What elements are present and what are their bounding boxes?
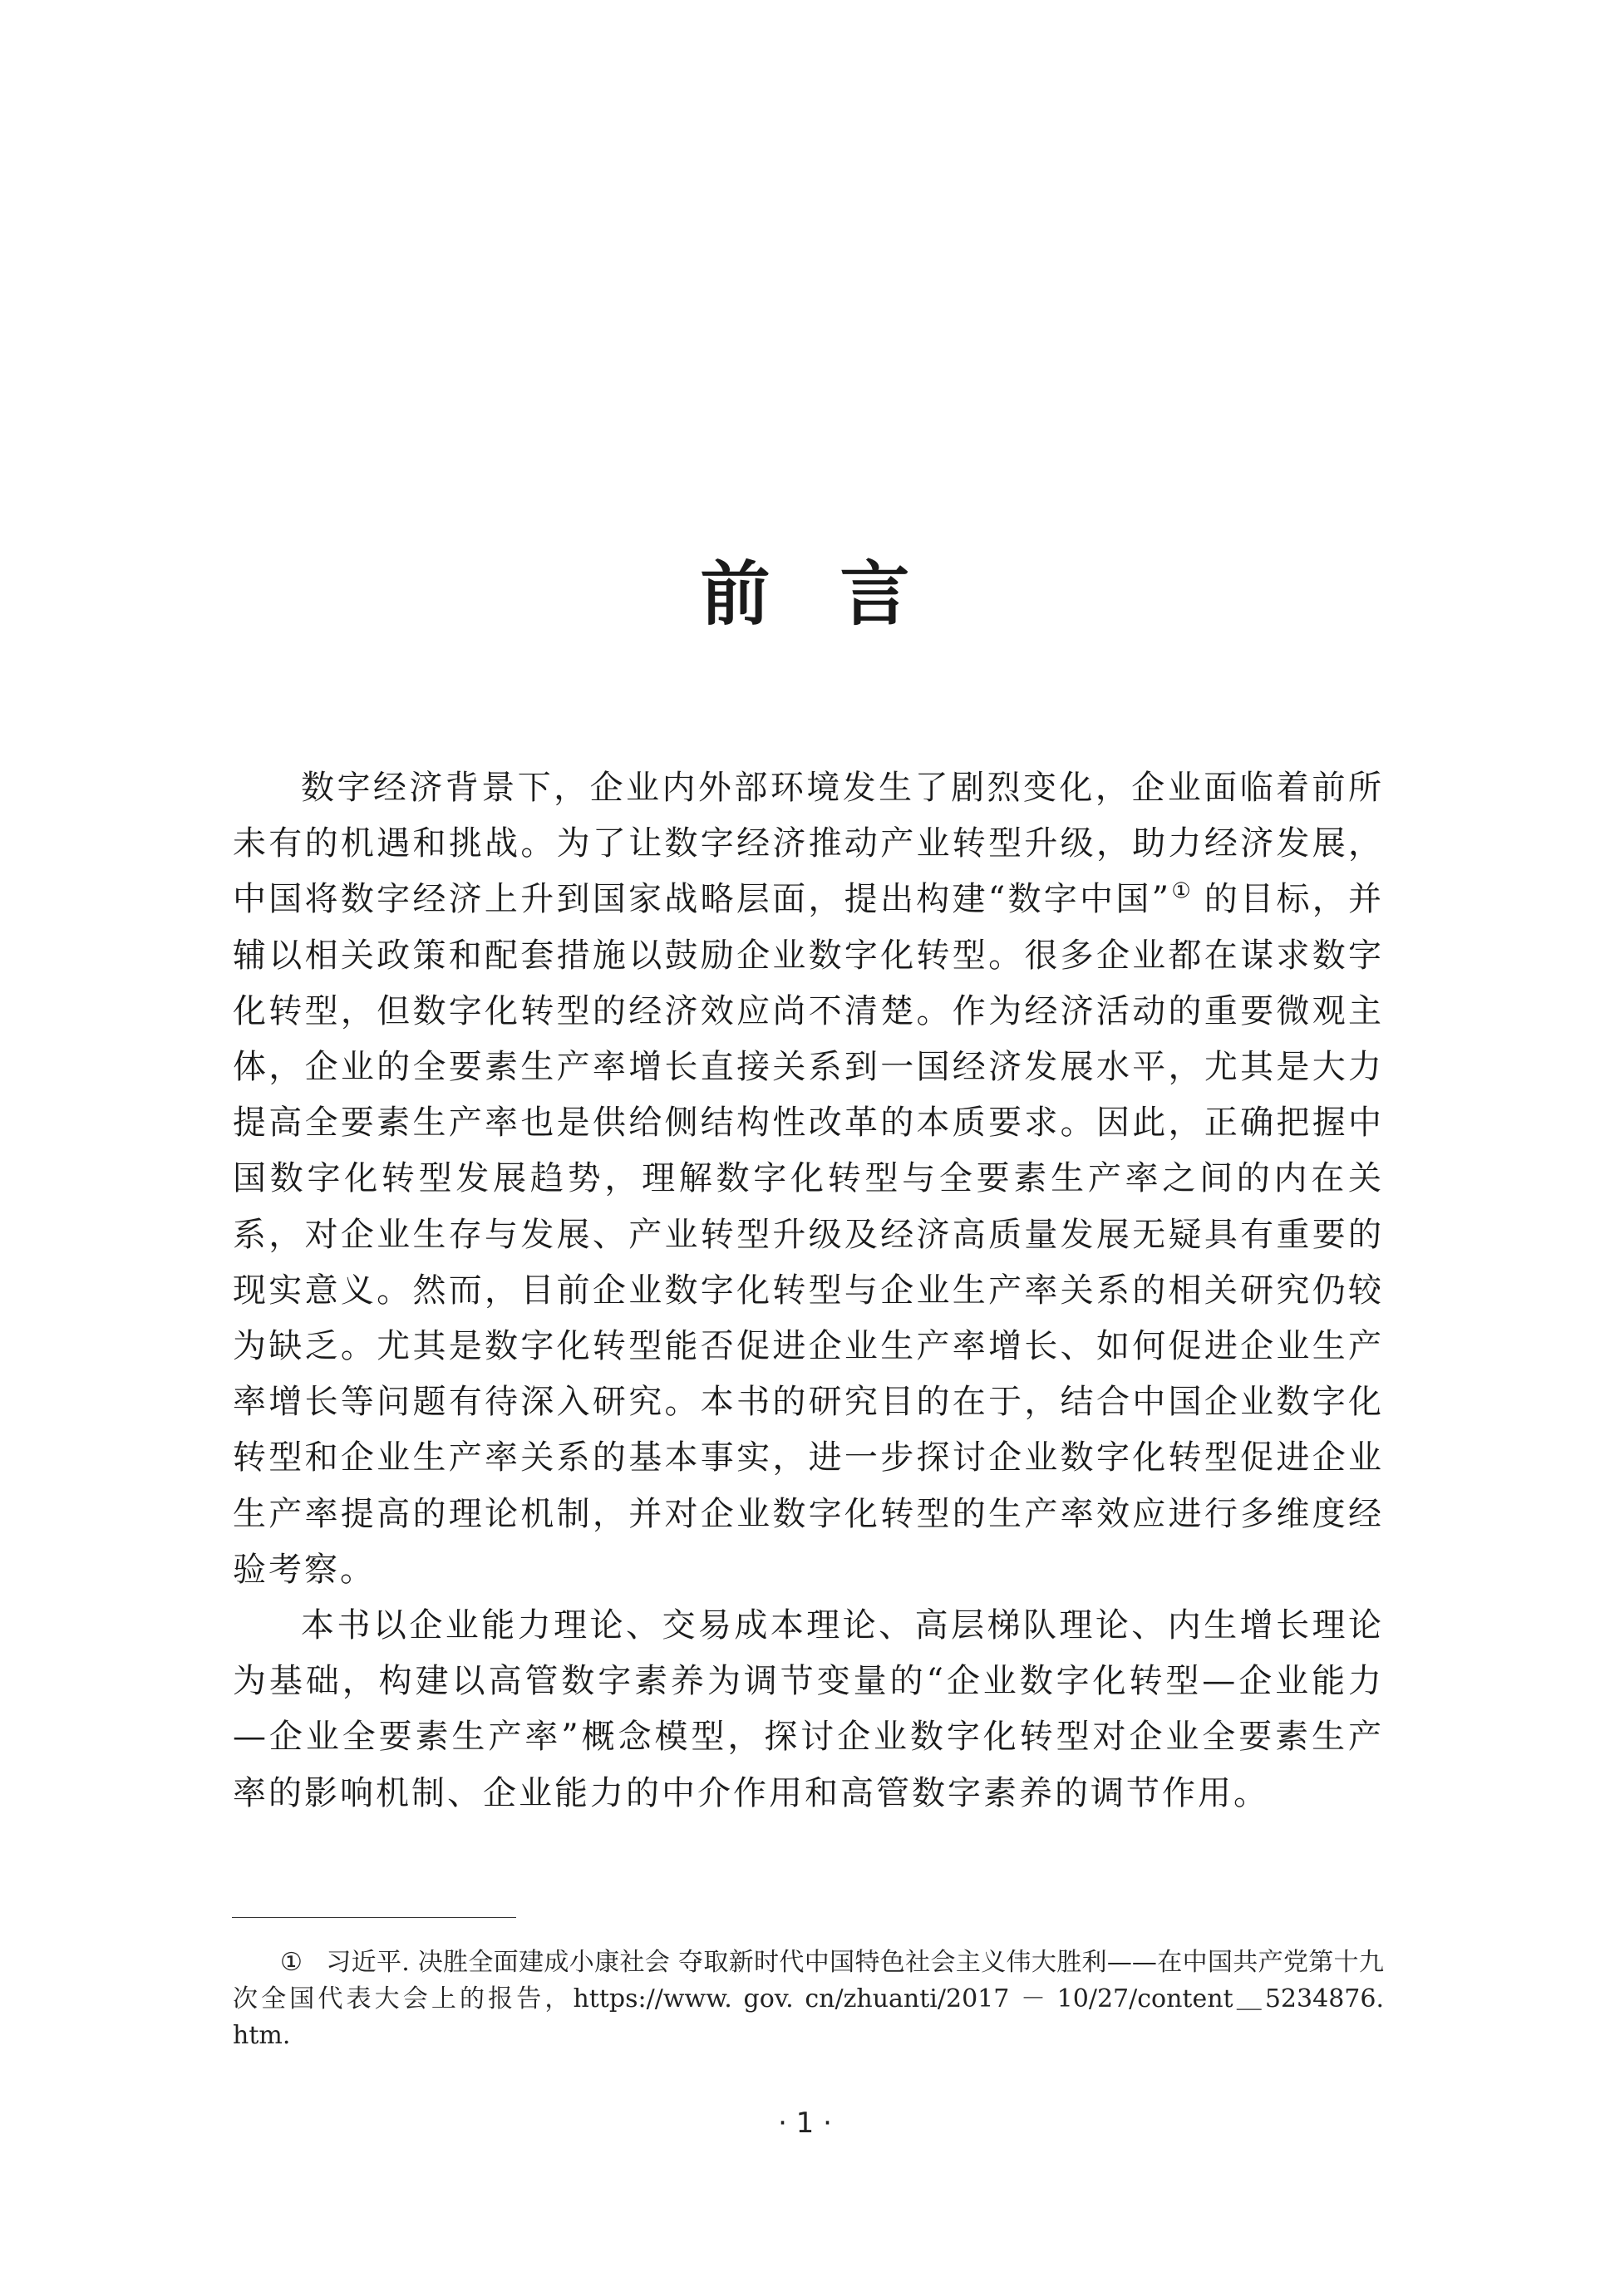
body-text	[233, 760, 1384, 1822]
footnote-mark: ①	[280, 1948, 303, 1977]
page-number: · 1 ·	[778, 2107, 832, 2140]
footnote-divider	[232, 1917, 516, 1918]
footnote	[233, 1944, 1384, 2054]
paragraph-1-text-after-note: 的目标，并辅以相关政策和配套措施以鼓励企业数字化转型。很多企业都在谋求数字化转型，但数字化转型的经济效应尚不清楚。作为经济活动的重要微观主体，企业的全要素生产率增长直接关系到一国经济发展水平，尤其是大力提高全要素生产率也是供给侧结构性改革的本质要求。因此，正确把握中国数字化转型发展趋势，理解数字化转型与全要素生产率之间的内在关系，对企业生存与发展、产业转型升级及经济高质量发展无疑具有重要的现实意义。然而，目前企业数字化转型与企业生产率关系的相关研究仍较为缺乏。尤其是数字化转型能否促进企业生产率增长、如何促进企业生产率增长等问题有待深入研究。本书的研究目的在于，结合中国企业数字化转型和企业生产率关系的基本事实，进一步探讨企业数字化转型促进企业生产率提高的理论机制，并对企业数字化转型的生产率效应进行多维度经验考察。	[233, 880, 1384, 1589]
paragraph-1	[233, 760, 1384, 1598]
paragraph-1-text-before-note: 数字经济背景下，企业内外部环境发生了剧烈变化，企业面临着前所未有的机遇和挑战。为了让数字经济推动产业转型升级，助力经济发展，中国将数字经济上升到国家战略层面，提出构建“数字中国”	[233, 769, 1384, 919]
paragraph-2: 本书以企业能力理论、交易成本理论、高层梯队理论、内生增长理论为基础，构建以高管数字素养为调节变量的“企业数字化转型—企业能力—企业全要素生产率”概念模型，探讨企业数字化转型对企业全要素生产率的影响机制、企业能力的中介作用和高管数字素养的调节作用。	[233, 1606, 1384, 1812]
footnote-text: 习近平. 决胜全面建成小康社会 夺取新时代中国特色社会主义伟大胜利——在中国共产党第十九次全国代表大会上的报告，https://www. gov. cn/zhuanti/2017 － 10/27/content＿5234876. htm.	[233, 1948, 1384, 2050]
footnote-reference: ①	[1171, 879, 1191, 905]
page-title: 前言	[700, 553, 980, 635]
